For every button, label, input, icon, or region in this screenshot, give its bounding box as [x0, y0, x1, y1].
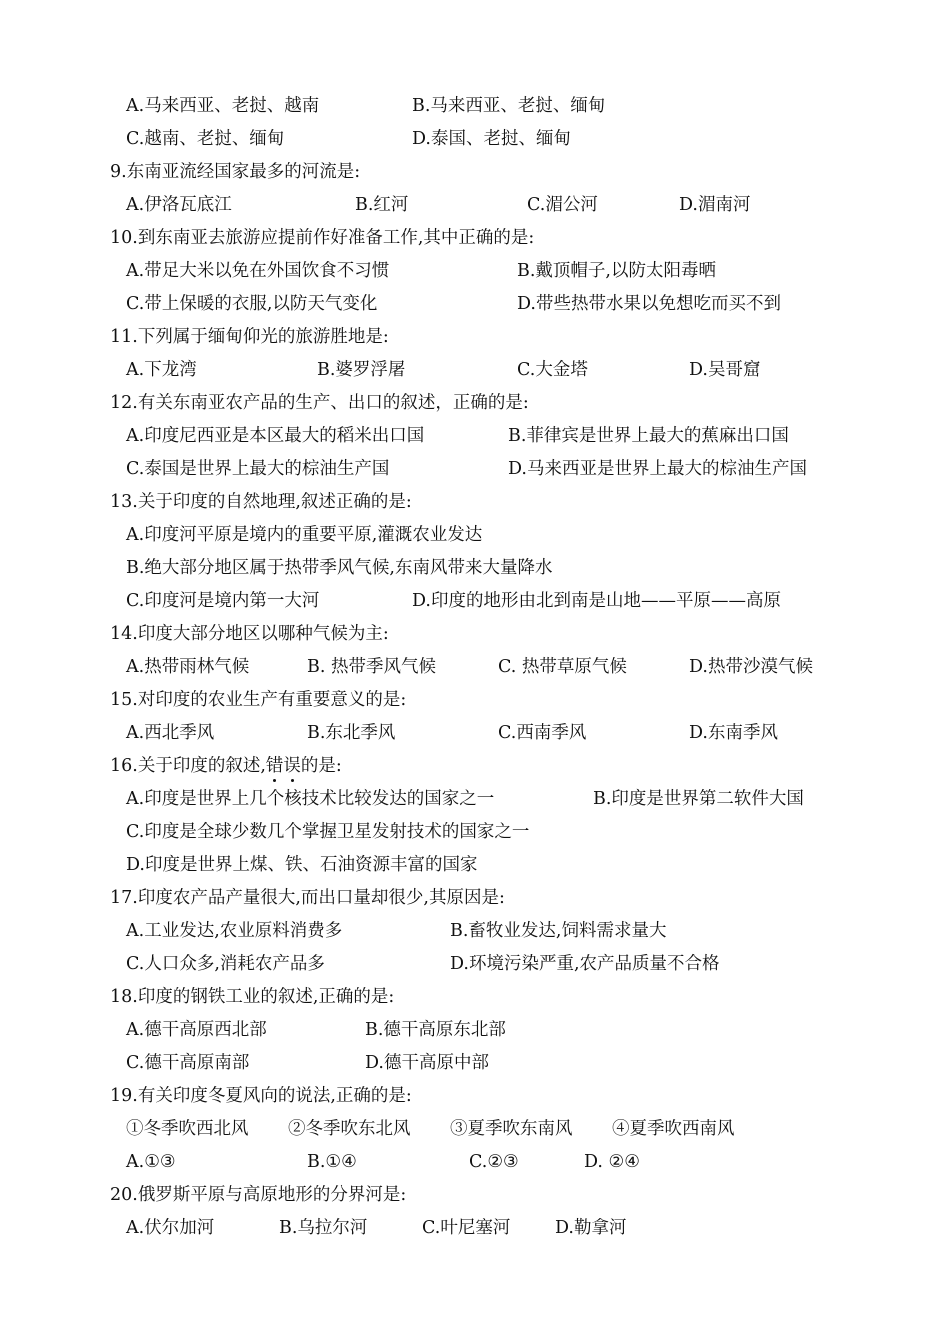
answer-option: C.越南、老挝、缅甸	[126, 129, 285, 149]
answer-option: A.带足大米以免在外国饮食不习惯	[126, 261, 390, 281]
question-text: 的是:	[300, 756, 342, 776]
question-stem: 10.到东南亚去旅游应提前作好准备工作,其中正确的是:	[110, 228, 535, 248]
answer-option: A.伊洛瓦底江	[126, 195, 232, 215]
answer-option: C.大金塔	[517, 360, 588, 380]
answer-option: B.绝大部分地区属于热带季风气候,东南风带来大量降水	[126, 558, 553, 578]
answer-option: B.①④	[307, 1152, 357, 1172]
answer-option: D.湄南河	[679, 195, 751, 215]
answer-option: C.印度河是境内第一大河	[126, 591, 320, 611]
answer-option: C.湄公河	[527, 195, 598, 215]
answer-option: C.印度是全球少数几个掌握卫星发射技术的国家之一	[126, 822, 530, 842]
answer-option: A.德干高原西北部	[126, 1020, 267, 1040]
emphasis-dot	[273, 779, 276, 782]
answer-option: B.畜牧业发达,饲料需求量大	[450, 921, 667, 941]
answer-option: C.德干高原南部	[126, 1053, 250, 1073]
question-stem: 20.俄罗斯平原与高原地形的分界河是:	[110, 1185, 407, 1205]
emphasis-char: 错	[266, 756, 284, 776]
question-stem: 13.关于印度的自然地理,叙述正确的是:	[110, 492, 412, 512]
answer-option: A.伏尔加河	[126, 1218, 215, 1238]
answer-option: C.泰国是世界上最大的棕油生产国	[126, 459, 390, 479]
answer-option: ①冬季吹西北风	[126, 1119, 249, 1139]
answer-option: B.印度是世界第二软件大国	[593, 789, 804, 809]
question-stem: 19.有关印度冬夏风向的说法,正确的是:	[110, 1086, 412, 1106]
answer-option: B.戴顶帽子,以防太阳毒晒	[517, 261, 716, 281]
answer-option: D.马来西亚是世界上最大的棕油生产国	[508, 459, 807, 479]
question-text: 16.关于印度的叙述,	[110, 756, 266, 776]
question-stem: 15.对印度的农业生产有重要意义的是:	[110, 690, 407, 710]
question-stem: 11.下列属于缅甸仰光的旅游胜地是:	[110, 327, 389, 347]
answer-option: D.环境污染严重,农产品质量不合格	[450, 954, 720, 974]
answer-option: D. ②④	[584, 1152, 640, 1172]
answer-option: D.热带沙漠气候	[689, 657, 813, 677]
answer-option: D.吴哥窟	[689, 360, 761, 380]
answer-option: D.勒拿河	[555, 1218, 627, 1238]
answer-option: ②冬季吹东北风	[288, 1119, 411, 1139]
answer-option: D.东南季风	[689, 723, 778, 743]
answer-option: D.德干高原中部	[365, 1053, 489, 1073]
question-stem: 18.印度的钢铁工业的叙述,正确的是:	[110, 987, 395, 1007]
answer-option: B.马来西亚、老挝、缅甸	[412, 96, 606, 116]
answer-option: A.热带雨林气候	[126, 657, 250, 677]
question-stem: 12.有关东南亚农产品的生产、出口的叙述，正确的是:	[110, 393, 529, 413]
answer-option: B.东北季风	[307, 723, 396, 743]
question-stem: 9.东南亚流经国家最多的河流是:	[110, 162, 361, 182]
answer-option: C. 热带草原气候	[498, 657, 627, 677]
answer-option: C.西南季风	[498, 723, 587, 743]
answer-option: A.下龙湾	[126, 360, 197, 380]
question-stem: 14.印度大部分地区以哪种气候为主:	[110, 624, 389, 644]
answer-option: A.马来西亚、老挝、越南	[126, 96, 320, 116]
answer-option: B.德干高原东北部	[365, 1020, 506, 1040]
answer-option: A.西北季风	[126, 723, 215, 743]
answer-option: B.红河	[355, 195, 409, 215]
answer-option: A.印度尼西亚是本区最大的稻米出口国	[126, 426, 425, 446]
answer-option: A.工业发达,农业原料消费多	[126, 921, 343, 941]
answer-option: D.带些热带水果以免想吃而买不到	[517, 294, 781, 314]
answer-option: A.印度河平原是境内的重要平原,灌溉农业发达	[126, 525, 483, 545]
answer-option: D.泰国、老挝、缅甸	[412, 129, 571, 149]
answer-option: D.印度是世界上煤、铁、石油资源丰富的国家	[126, 855, 478, 875]
emphasis-char: 误	[283, 756, 301, 776]
answer-option: B.婆罗浮屠	[317, 360, 406, 380]
answer-option: C.叶尼塞河	[422, 1218, 511, 1238]
answer-option: B. 热带季风气候	[307, 657, 436, 677]
answer-option: B.菲律宾是世界上最大的蕉麻出口国	[508, 426, 789, 446]
answer-option: A.印度是世界上几个核技术比较发达的国家之一	[126, 789, 495, 809]
answer-option: ④夏季吹西南风	[612, 1119, 735, 1139]
answer-option: C.②③	[469, 1152, 519, 1172]
answer-option: C.人口众多,消耗农产品多	[126, 954, 325, 974]
answer-option: D.印度的地形由北到南是山地——平原——高原	[412, 591, 781, 611]
answer-option: ③夏季吹东南风	[450, 1119, 573, 1139]
emphasis-dot	[291, 779, 294, 782]
question-stem	[110, 754, 342, 778]
question-stem: 17.印度农产品产量很大,而出口量却很少,其原因是:	[110, 888, 505, 908]
answer-option: C.带上保暖的衣服,以防天气变化	[126, 294, 378, 314]
answer-option: B.乌拉尔河	[279, 1218, 368, 1238]
answer-option: A.①③	[126, 1152, 176, 1172]
